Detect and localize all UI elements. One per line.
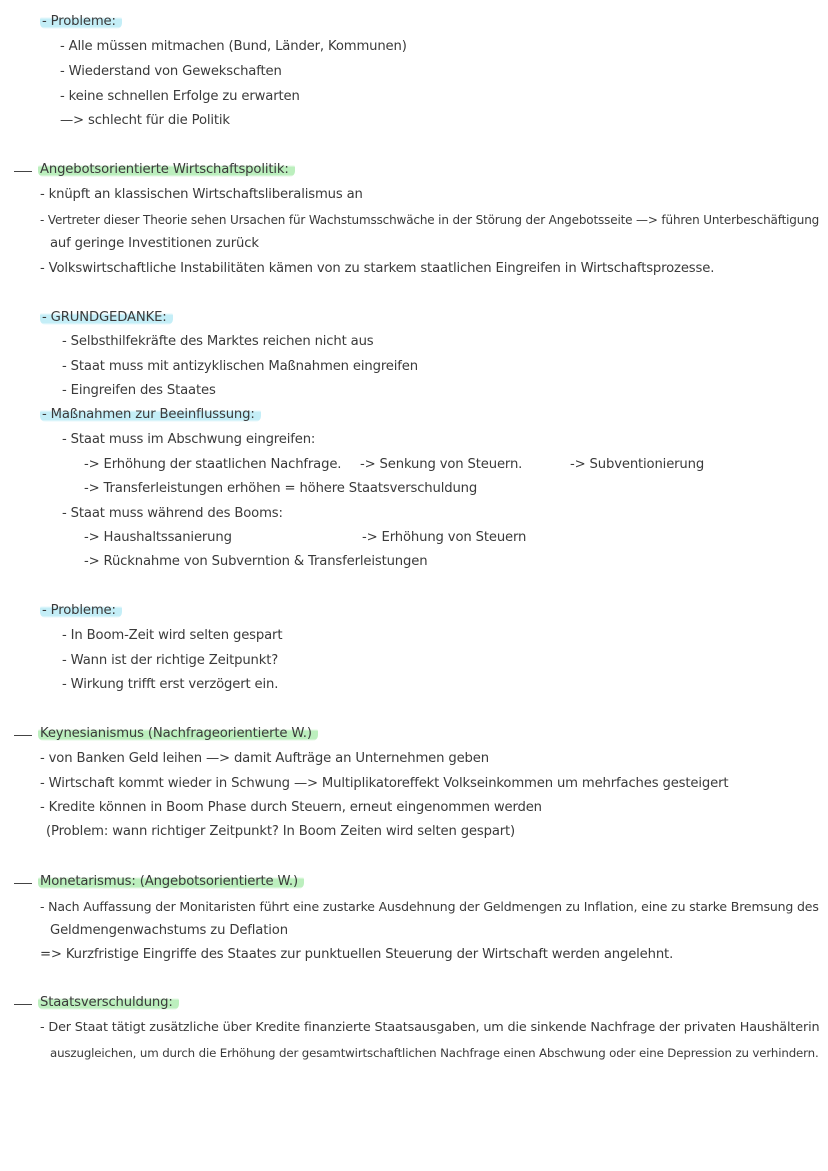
heading-grundgedanke bbox=[40, 309, 173, 327]
note-line: - Staat muss im Abschwung eingreifen: bbox=[62, 432, 316, 447]
section-dash bbox=[14, 1004, 32, 1005]
note-line: - Wirkung trifft erst verzögert ein. bbox=[62, 677, 279, 692]
note-line: auszugleichen, um durch die Erhöhung der gesamtwirtschaftlichen Nachfrage einen Abschwung oder eine Depression zu verhindern. bbox=[50, 1046, 819, 1060]
note-line: -> Erhöhung der staatlichen Nachfrage. bbox=[84, 457, 342, 472]
note-line: —> schlecht für die Politik bbox=[60, 113, 230, 128]
note-line: - Staat muss mit antizyklischen Maßnahmen eingreifen bbox=[62, 359, 418, 374]
heading-grundgedanke-text: - GRUNDGEDANKE: bbox=[40, 310, 173, 325]
heading-probleme-1-text: - Probleme: bbox=[40, 14, 122, 29]
heading-probleme-2-text: - Probleme: bbox=[40, 603, 122, 618]
note-line: (Problem: wann richtiger Zeitpunkt? In Boom Zeiten wird selten gespart) bbox=[46, 824, 516, 839]
section-dash bbox=[14, 735, 32, 736]
note-line: - keine schnellen Erfolge zu erwarten bbox=[60, 89, 300, 104]
note-line: - Selbsthilfekräfte des Marktes reichen nicht aus bbox=[62, 334, 374, 349]
heading-massnahmen-text: - Maßnahmen zur Beeinflussung: bbox=[40, 407, 261, 422]
note-line: -> Transferleistungen erhöhen = höhere Staatsverschuldung bbox=[84, 481, 478, 496]
note-line: - Kredite können in Boom Phase durch Steuern, erneut eingenommen werden bbox=[40, 800, 542, 815]
heading-probleme-2 bbox=[40, 602, 122, 620]
heading-probleme-1 bbox=[40, 13, 122, 31]
note-line: - Wirtschaft kommt wieder in Schwung —> Multiplikatoreffekt Volkseinkommen um mehrfaches gesteigert bbox=[40, 776, 729, 791]
note-line: -> Erhöhung von Steuern bbox=[362, 530, 527, 545]
heading-monetarismus bbox=[38, 873, 304, 891]
section-dash bbox=[14, 171, 32, 172]
note-line: - Volkswirtschaftliche Instabilitäten kämen von zu starkem staatlichen Eingreifen in Wirtschaftsprozesse. bbox=[40, 261, 715, 276]
heading-angebotsorientierte bbox=[38, 161, 295, 179]
note-line: - Staat muss während des Booms: bbox=[62, 506, 283, 521]
note-line: -> Rücknahme von Subverntion & Transferleistungen bbox=[84, 554, 428, 569]
heading-angebotsorientierte-text: Angebotsorientierte Wirtschaftspolitik: bbox=[38, 162, 295, 177]
note-line: - Der Staat tätigt zusätzliche über Kredite finanzierte Staatsausgaben, um die sinkende Nachfrage der privaten Haushälterin bbox=[40, 1020, 820, 1035]
note-line: - Wiederstand von Gewekschaften bbox=[60, 64, 282, 79]
heading-staatsverschuldung bbox=[38, 994, 179, 1012]
note-line: - In Boom-Zeit wird selten gespart bbox=[62, 628, 283, 643]
heading-massnahmen bbox=[40, 406, 261, 424]
note-line: => Kurzfristige Eingriffe des Staates zur punktuellen Steuerung der Wirtschaft werden angelehnt. bbox=[40, 947, 674, 962]
heading-keynesianismus-text: Keynesianismus (Nachfrageorientierte W.) bbox=[38, 726, 318, 741]
note-line: - Eingreifen des Staates bbox=[62, 383, 216, 398]
note-line: - Nach Auffassung der Monitaristen führt eine zustarke Ausdehnung der Geldmengen zu Inflation, eine zu starke Bremsung des bbox=[40, 899, 819, 914]
note-line: -> Subventionierung bbox=[570, 457, 705, 472]
section-dash bbox=[14, 883, 32, 884]
note-line: - knüpft an klassischen Wirtschaftsliberalismus an bbox=[40, 187, 363, 202]
note-line: -> Haushaltssanierung bbox=[84, 530, 232, 545]
note-line: Geldmengenwachstums zu Deflation bbox=[50, 923, 288, 938]
heading-keynesianismus bbox=[38, 725, 318, 743]
note-line: - Wann ist der richtige Zeitpunkt? bbox=[62, 653, 279, 668]
heading-staatsverschuldung-text: Staatsverschuldung: bbox=[38, 995, 179, 1010]
note-line: - von Banken Geld leihen —> damit Aufträge an Unternehmen geben bbox=[40, 751, 489, 766]
note-line: - Alle müssen mitmachen (Bund, Länder, Kommunen) bbox=[60, 39, 407, 54]
note-line: -> Senkung von Steuern. bbox=[360, 457, 523, 472]
note-line: auf geringe Investitionen zurück bbox=[50, 236, 259, 251]
heading-monetarismus-text: Monetarismus: (Angebotsorientierte W.) bbox=[38, 874, 304, 889]
note-line: - Vertreter dieser Theorie sehen Ursachen für Wachstumsschwäche in der Störung der Angebotsseite —> führen Unterbeschäftigung bbox=[40, 213, 820, 227]
